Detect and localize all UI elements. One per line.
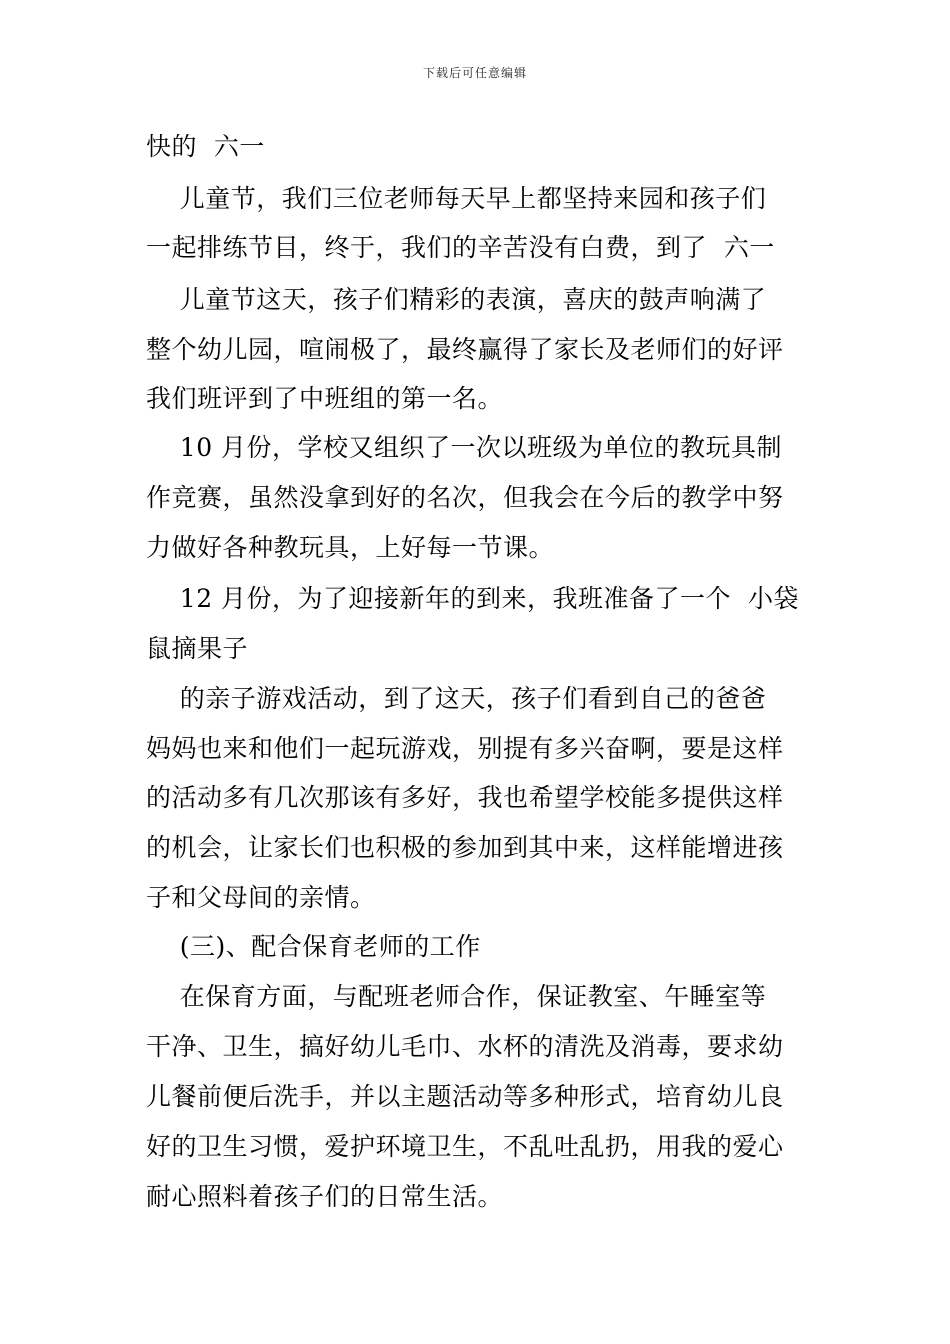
text-line: 作竞赛，虽然没拿到好的名次，但我会在今后的教学中努 [146,483,784,512]
text-line: 鼠摘果子 [146,634,249,663]
text-line: 10 月份，学校又组织了一次以班级为单位的教玩具制 [146,433,783,462]
text-line: 好的卫生习惯，爱护环境卫生，不乱吐乱扔，用我的爱心 [146,1132,784,1161]
text-line: 儿童节，我们三位老师每天早上都坚持来园和孩子们 [146,184,767,213]
text-line: 妈妈也来和他们一起玩游戏，别提有多兴奋啊，要是这样 [146,734,784,763]
text-line: 我们班评到了中班组的第一名。 [146,384,504,413]
text-line: 子和父母间的亲情。 [146,883,376,912]
text-line: 的机会，让家长们也积极的参加到其中来，这样能增进孩 [146,833,784,862]
text-line: 的活动多有几次那该有多好，我也希望学校能多提供这样 [146,783,784,812]
text-line: 在保育方面，与配班老师合作，保证教室、午睡室等 [146,982,767,1011]
text-line: 整个幼儿园，喧闹极了，最终赢得了家长及老师们的好评 [146,335,784,364]
text-line: 儿餐前便后洗手，并以主题活动等多种形式，培育幼儿良 [146,1082,784,1111]
text-line: 耐心照料着孩子们的日常生活。 [146,1182,504,1211]
text-line: 力做好各种教玩具，上好每一节课。 [146,533,555,562]
text-line: 儿童节这天，孩子们精彩的表演，喜庆的鼓声响满了 [146,285,767,314]
text-line: 快的 六一 [146,132,265,161]
text-line: 的亲子游戏活动，到了这天，孩子们看到自己的爸爸 [146,684,767,713]
page-header: 下载后可任意编辑 [422,66,527,80]
section-heading: (三)、配合保育老师的工作 [146,932,481,961]
text-line: 12 月份，为了迎接新年的到来，我班准备了一个 小袋 [146,584,799,613]
text-line: 干净、卫生，搞好幼儿毛巾、水杯的清洗及消毒，要求幼 [146,1032,784,1061]
text-line: 一起排练节目，终于，我们的辛苦没有白费，到了 六一 [146,233,775,262]
